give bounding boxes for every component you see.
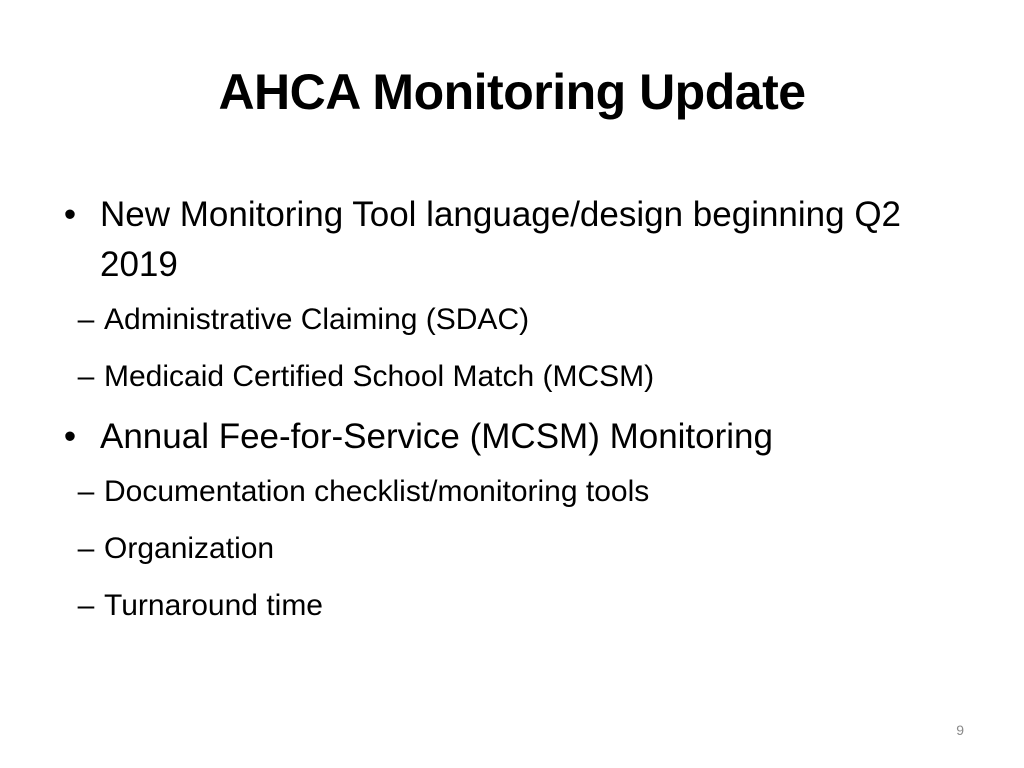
sub-bullet-text: Administrative Claiming (SDAC) [104,303,530,336]
sub-bullet-list [77,298,958,399]
bullet-item [58,190,958,399]
bullet-marker: • [63,417,77,456]
bullet-text: New Monitoring Tool language/design beginning Q2 2019 [100,195,902,284]
sub-bullet-item [74,355,958,399]
bullet-text: Annual Fee-for-Service (MCSM) Monitoring [100,417,773,456]
sub-bullet-marker: – [77,360,95,393]
bullet-marker: • [63,195,77,234]
sub-bullet-item [74,584,958,628]
sub-bullet-text: Turnaround time [104,589,323,622]
sub-bullet-item [74,527,958,571]
bullet-list [58,190,958,641]
sub-bullet-text: Medicaid Certified School Match (MCSM) [104,360,655,393]
sub-bullet-item [74,470,958,514]
sub-bullet-list [77,470,958,628]
sub-bullet-text: Organization [104,532,275,565]
sub-bullet-marker: – [77,532,95,565]
slide-title: AHCA Monitoring Update [218,64,806,120]
sub-bullet-marker: – [77,303,95,336]
sub-bullet-marker: – [77,589,95,622]
bullet-item [58,412,958,628]
slide-number: 9 [956,722,964,738]
sub-bullet-item [74,298,958,342]
sub-bullet-text: Documentation checklist/monitoring tools [104,475,650,508]
sub-bullet-marker: – [77,475,95,508]
